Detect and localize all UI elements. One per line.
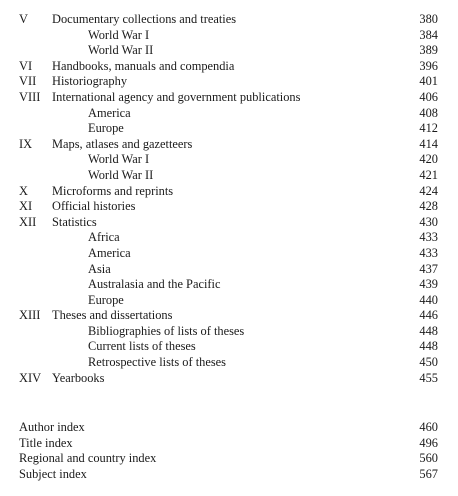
toc-entry xyxy=(0,59,458,75)
page-number: 430 xyxy=(419,214,438,229)
toc-subentry xyxy=(0,262,458,278)
page-number: 439 xyxy=(419,277,438,292)
subsection-title: World War II xyxy=(88,43,154,58)
toc-subentry xyxy=(0,324,458,340)
page-number: 414 xyxy=(419,136,438,151)
toc-entry xyxy=(0,90,458,106)
toc-entry xyxy=(0,199,458,215)
chapter-title: International agency and government publications xyxy=(52,89,301,104)
subsection-title: World War I xyxy=(88,27,150,42)
subsection-title: Europe xyxy=(88,292,124,307)
contents-list xyxy=(0,12,458,386)
page-number: 450 xyxy=(419,355,438,370)
chapter-title: Theses and dissertations xyxy=(52,308,173,323)
chapter-title: Historiography xyxy=(52,74,128,89)
page-number: 448 xyxy=(419,339,438,354)
toc-subentry xyxy=(0,339,458,355)
chapter-number: XI xyxy=(19,199,33,214)
toc-entry xyxy=(0,137,458,153)
index-entry xyxy=(0,420,458,436)
subsection-title: Europe xyxy=(88,121,124,136)
page-number: 496 xyxy=(419,435,438,450)
page-number: 437 xyxy=(419,261,438,276)
toc-subentry xyxy=(0,168,458,184)
toc-subentry xyxy=(0,277,458,293)
page-number: 424 xyxy=(419,183,438,198)
toc-subentry xyxy=(0,355,458,371)
index-title: Title index xyxy=(19,435,73,450)
subsection-title: Bibliographies of lists of theses xyxy=(88,323,245,338)
page-number: 455 xyxy=(419,370,438,385)
subsection-title: Retrospective lists of theses xyxy=(88,355,226,370)
page-number: 440 xyxy=(419,292,438,307)
page-number: 460 xyxy=(419,420,438,434)
page-number: 380 xyxy=(419,12,438,26)
chapter-number: IX xyxy=(19,136,33,151)
chapter-number: XII xyxy=(19,214,37,229)
toc-subentry xyxy=(0,43,458,59)
page-number: 384 xyxy=(419,27,438,42)
index-entry xyxy=(0,467,458,483)
page-number: 401 xyxy=(419,74,438,89)
page-number: 567 xyxy=(419,466,438,481)
page-number: 389 xyxy=(419,43,438,58)
toc-subentry xyxy=(0,230,458,246)
toc-entry xyxy=(0,74,458,90)
toc-entry xyxy=(0,12,458,28)
chapter-number: XIV xyxy=(19,370,42,385)
index-entry xyxy=(0,451,458,467)
page-number: 448 xyxy=(419,323,438,338)
toc-subentry xyxy=(0,293,458,309)
subsection-title: America xyxy=(88,105,131,120)
page-number: 433 xyxy=(419,230,438,245)
page-number: 560 xyxy=(419,451,438,466)
chapter-title: Handbooks, manuals and compendia xyxy=(52,58,235,73)
toc-entry xyxy=(0,184,458,200)
subsection-title: Africa xyxy=(88,230,120,245)
chapter-number: VII xyxy=(19,74,37,89)
toc-subentry xyxy=(0,121,458,137)
chapter-title: Microforms and reprints xyxy=(52,183,174,198)
chapter-number: X xyxy=(19,183,28,198)
chapter-number: VI xyxy=(19,58,33,73)
chapter-number: XIII xyxy=(19,308,41,323)
index-entry xyxy=(0,436,458,452)
chapter-title: Documentary collections and treaties xyxy=(52,12,237,26)
page-number: 428 xyxy=(419,199,438,214)
toc-entry xyxy=(0,371,458,387)
toc-subentry xyxy=(0,246,458,262)
toc-subentry xyxy=(0,28,458,44)
chapter-title: Yearbooks xyxy=(52,370,105,385)
subsection-title: Current lists of theses xyxy=(88,339,196,354)
page-number: 412 xyxy=(419,121,438,136)
toc-subentry xyxy=(0,152,458,168)
subsection-title: World War II xyxy=(88,167,154,182)
page-number: 433 xyxy=(419,245,438,260)
toc-entry xyxy=(0,308,458,324)
page-number: 446 xyxy=(419,308,438,323)
page-number: 408 xyxy=(419,105,438,120)
page-number: 421 xyxy=(419,167,438,182)
chapter-number: V xyxy=(19,12,28,26)
subsection-title: World War I xyxy=(88,152,150,167)
page-number: 420 xyxy=(419,152,438,167)
subsection-title: Australasia and the Pacific xyxy=(88,277,221,292)
subsection-title: America xyxy=(88,245,131,260)
subsection-title: Asia xyxy=(88,261,111,276)
toc-entry xyxy=(0,215,458,231)
chapter-title: Statistics xyxy=(52,214,97,229)
page-number: 406 xyxy=(419,89,438,104)
index-title: Subject index xyxy=(19,466,87,481)
chapter-title: Official histories xyxy=(52,199,136,214)
toc-subentry xyxy=(0,106,458,122)
chapter-title: Maps, atlases and gazetteers xyxy=(52,136,193,151)
index-list xyxy=(0,420,458,482)
index-title: Regional and country index xyxy=(19,451,157,466)
index-title: Author index xyxy=(19,420,85,434)
page-number: 396 xyxy=(419,58,438,73)
chapter-number: VIII xyxy=(19,89,41,104)
